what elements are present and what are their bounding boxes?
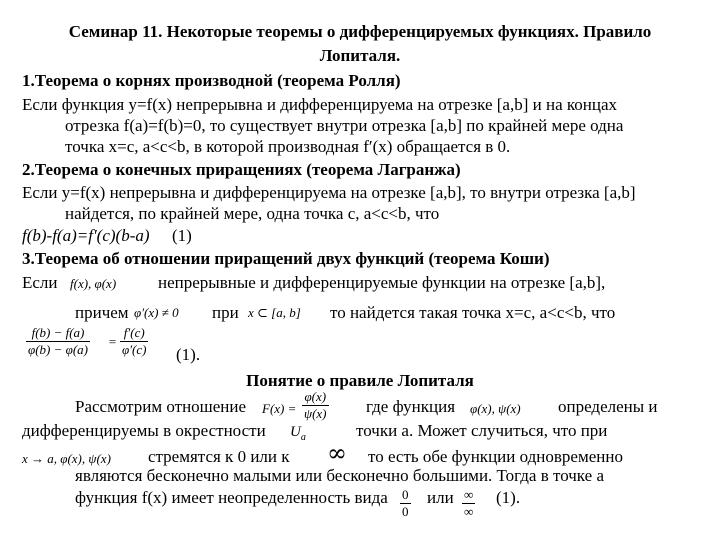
zero-denominator: 0 xyxy=(402,504,409,519)
lhopital-ratio-fraction xyxy=(302,390,329,421)
rolle-heading: 1.Теорема о корнях производной (теорема Ролля) xyxy=(22,71,401,90)
page-title-line2: Лопиталя. xyxy=(319,46,401,65)
formula-phi-psi: φ(x), ψ(x) xyxy=(470,401,521,416)
lhopital-ratio-numerator: φ(x) xyxy=(302,390,329,406)
cauchy-formula-number: (1). xyxy=(176,345,201,364)
cauchy-rhs-numerator: f′(c) xyxy=(120,326,148,342)
lhopital-text-3a: стремятся к 0 или к xyxy=(148,447,290,466)
lagrange-formula-number: (1) xyxy=(172,226,192,245)
formula-U: U xyxy=(290,424,301,440)
cauchy-lhs-fraction xyxy=(26,326,90,357)
lhopital-text-5a: функция f(x) имеет неопределенность вида xyxy=(75,488,388,507)
cauchy-pri: при xyxy=(212,303,239,322)
formula-limit-x-to-a: x → a, φ(x), ψ(x) xyxy=(22,451,111,466)
page-title: Семинар 11. Некоторые теоремы о дифференцируемых функциях. Правило xyxy=(68,22,652,41)
lhopital-heading: Понятие о правиле Лопиталя xyxy=(246,371,474,390)
formula-U-subscript: a xyxy=(300,432,306,443)
cauchy-rhs-fraction xyxy=(120,326,148,357)
formula-phi-prime-nonzero: φ′(x) ≠ 0 xyxy=(134,305,179,320)
formula-neighborhood-U xyxy=(290,425,306,445)
lagrange-formula: f(b)-f(a)=f′(c)(b-a) xyxy=(22,226,150,245)
cauchy-lhs-denominator: φ(b) − φ(a) xyxy=(28,342,88,357)
cauchy-lhs-numerator: f(b) − f(a) xyxy=(26,326,90,342)
lhopital-text-1b: где функция xyxy=(366,397,456,416)
zero-numerator: 0 xyxy=(402,487,409,502)
formula-F-equals: F(x) = xyxy=(262,401,297,416)
formula-f-phi: f(x), φ(x) xyxy=(70,276,117,291)
lhopital-text-1c: определены и xyxy=(558,397,658,416)
lhopital-text-2a: дифференцируемы в окрестности xyxy=(22,421,266,440)
formula-x-in-ab: x ⊂ [a, b] xyxy=(248,305,301,320)
inf-denominator: ∞ xyxy=(464,504,474,519)
infinity-symbol: ∞ xyxy=(327,439,347,467)
cauchy-equals: = xyxy=(108,334,117,349)
cauchy-text-1: непрерывные и дифференцируемые функции на отрезке [a,b], xyxy=(158,273,606,292)
cauchy-text-2: то найдется такая точка x=c, a<c<b, что xyxy=(330,303,616,322)
inf-over-inf-fraction xyxy=(462,488,475,519)
lagrange-heading: 2.Теорема о конечных приращениях (теорема Лагранжа) xyxy=(22,160,461,179)
lhopital-text-5b: или xyxy=(427,488,454,507)
rolle-text-1: Если функция y=f(x) непрерывна и дифференцируема на отрезке [a,b] и на концах xyxy=(22,95,618,114)
lhopital-ratio-denominator: ψ(x) xyxy=(304,406,327,421)
rolle-text-3: точка x=c, a<c<b, в которой производная f′(x) обращается в 0. xyxy=(65,137,511,156)
zero-over-zero-fraction xyxy=(400,488,411,519)
lagrange-text-1: Если y=f(x) непрерывна и дифференцируема на отрезке [a,b], то внутри отрезка [a,b] xyxy=(22,183,636,202)
cauchy-esli: Если xyxy=(22,273,58,292)
cauchy-prichem: причем xyxy=(75,303,129,322)
lhopital-text-3b: то есть обе функции одновременно xyxy=(368,447,623,466)
cauchy-rhs-denominator: φ′(c) xyxy=(122,342,147,357)
cauchy-heading: 3.Теорема об отношении приращений двух функций (теорема Коши) xyxy=(22,249,550,268)
lhopital-text-4: являются бесконечно малыми или бесконечно большими. Тогда в точке a xyxy=(75,466,604,485)
inf-numerator: ∞ xyxy=(464,487,474,502)
lagrange-text-2: найдется, по крайней мере, одна точка c, a<c<b, что xyxy=(65,204,440,223)
lhopital-text-1a: Рассмотрим отношение xyxy=(75,397,247,416)
lhopital-text-2b: точки a. Может случиться, что при xyxy=(356,421,608,440)
rolle-text-2: отрезка f(a)=f(b)=0, то существует внутри отрезка [a,b] по крайней мере одна xyxy=(65,116,624,135)
lhopital-text-5c: (1). xyxy=(496,488,521,507)
